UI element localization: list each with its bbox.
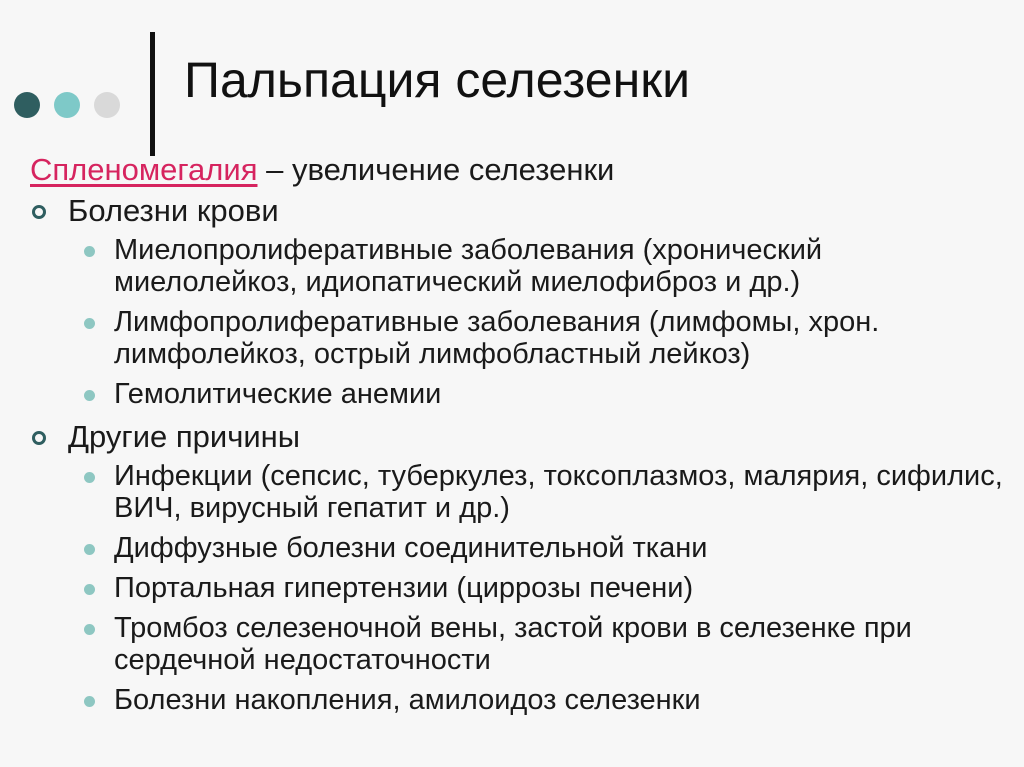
intro-line — [30, 150, 1010, 190]
dot-dark — [14, 92, 40, 118]
bullet-icon — [84, 246, 95, 257]
list-item — [30, 684, 1010, 716]
list-item — [30, 378, 1010, 410]
bullet-icon — [84, 696, 95, 707]
decorative-dots — [14, 92, 120, 118]
list-item — [30, 460, 1010, 524]
page-title: Пальпация селезенки — [184, 52, 691, 108]
definition-term: Спленомегалия — [30, 152, 258, 187]
list-item-text: Миелопролиферативные заболевания (хронический миелолейкоз, идиопатический миелофиброз и др.) — [114, 234, 823, 298]
list-item-text: Портальная гипертензии (циррозы печени) — [114, 572, 694, 604]
list-item-text: Тромбоз селезеночной вены, застой крови в селезенке при сердечной недостаточности — [114, 612, 912, 676]
list-item — [30, 306, 1010, 370]
group-list — [30, 460, 1010, 716]
ring-bullet-icon — [32, 431, 46, 445]
bullet-icon — [84, 318, 95, 329]
list-item-text: Инфекции (сепсис, туберкулез, токсоплазмоз, малярия, сифилис, ВИЧ, вирусный гепатит и др.) — [114, 460, 1003, 524]
list-item-text: Болезни накопления, амилоидоз селезенки — [114, 684, 701, 716]
bullet-icon — [84, 584, 95, 595]
group-label: Болезни крови — [68, 193, 279, 228]
group-list — [30, 234, 1010, 410]
slide-body — [30, 150, 1010, 724]
list-item — [30, 532, 1010, 564]
list-item — [30, 572, 1010, 604]
list-item — [30, 612, 1010, 676]
bullet-icon — [84, 472, 95, 483]
ring-bullet-icon — [32, 205, 46, 219]
bullet-icon — [84, 390, 95, 401]
bullet-icon — [84, 544, 95, 555]
list-item — [30, 234, 1010, 298]
list-item-text: Лимфопролиферативные заболевания (лимфомы, хрон. лимфолейкоз, острый лимфобластный лейкоз) — [114, 306, 880, 370]
group-label: Другие причины — [68, 419, 301, 454]
list-item-text: Гемолитические анемии — [114, 378, 442, 410]
dot-light — [94, 92, 120, 118]
group-heading — [30, 192, 1010, 230]
bullet-icon — [84, 624, 95, 635]
dot-mid — [54, 92, 80, 118]
list-item-text: Диффузные болезни соединительной ткани — [114, 532, 708, 564]
title-divider — [150, 32, 155, 156]
definition-text: – увеличение селезенки — [257, 152, 615, 187]
group-heading — [30, 418, 1010, 456]
